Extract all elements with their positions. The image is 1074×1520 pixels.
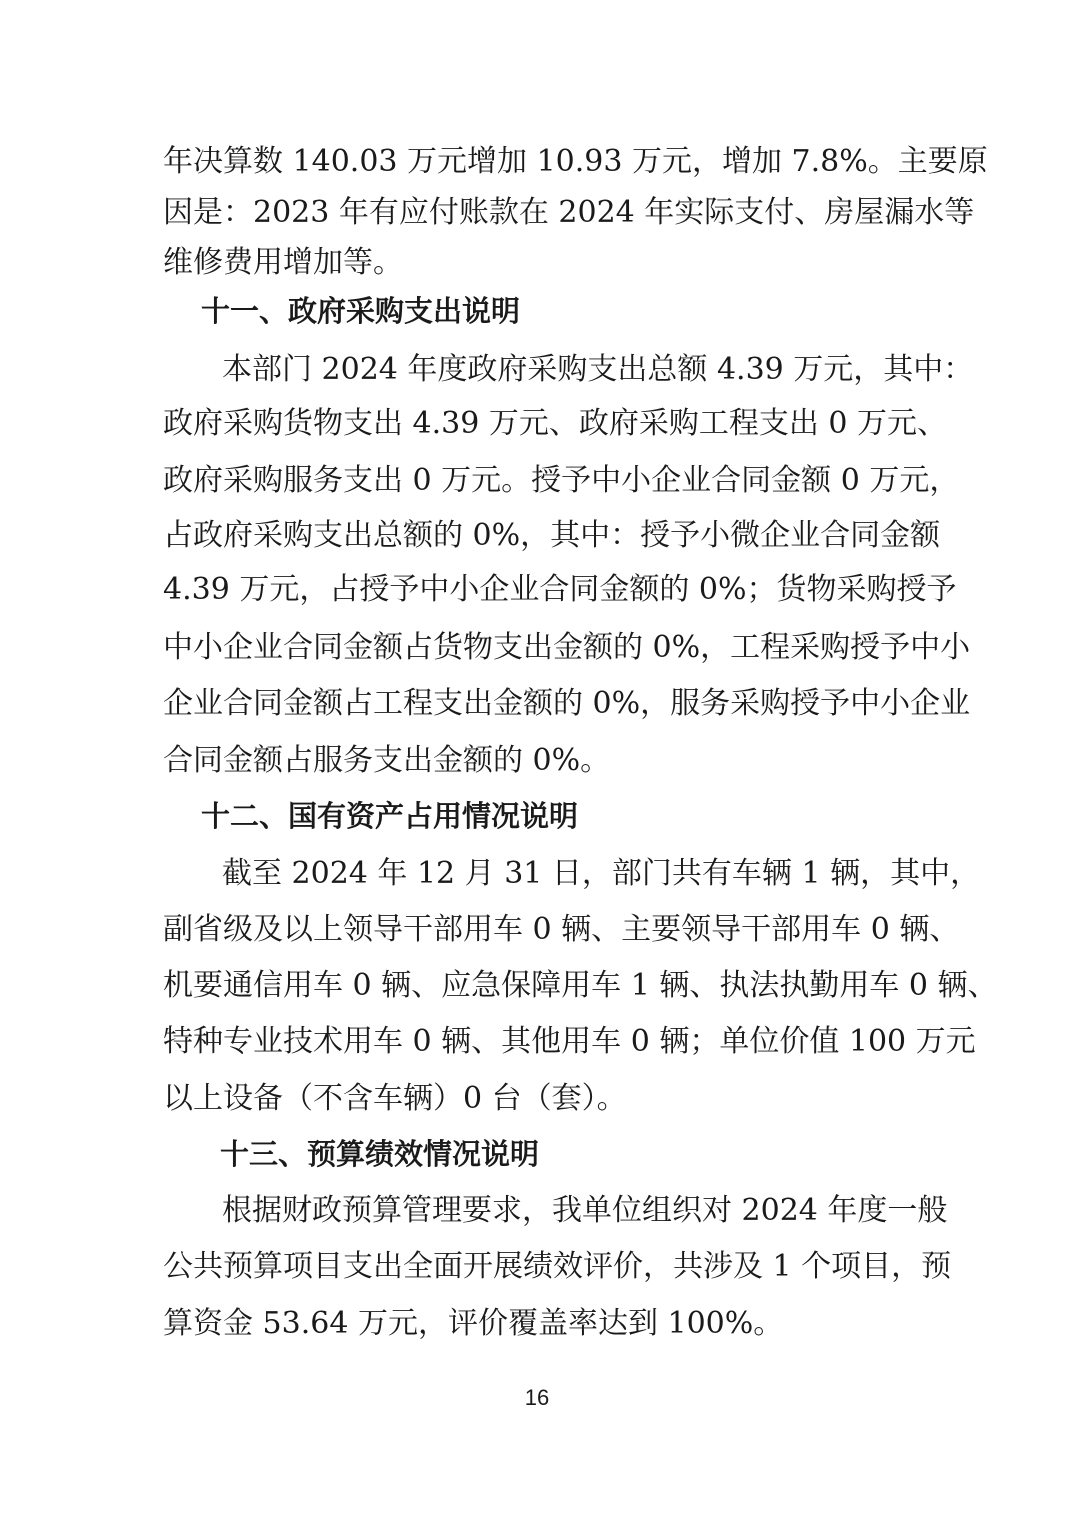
- paragraph-line: 因是：2023 年有应付账款在 2024 年实际支付、房屋漏水等: [163, 195, 975, 230]
- section-heading-procurement: 十一、政府采购支出说明: [201, 294, 521, 328]
- paragraph-line: 截至 2024 年 12 月 31 日，部门共有车辆 1 辆，其中，: [222, 856, 981, 891]
- paragraph-line: 政府采购货物支出 4.39 万元、政府采购工程支出 0 万元、: [163, 406, 948, 441]
- paragraph-line: 机要通信用车 0 辆、应急保障用车 1 辆、执法执勤用车 0 辆、: [163, 968, 998, 1003]
- paragraph-line: 政府采购服务支出 0 万元。授予中小企业合同金额 0 万元，: [163, 463, 960, 498]
- paragraph-line: 特种专业技术用车 0 辆、其他用车 0 辆；单位价值 100 万元: [163, 1024, 976, 1059]
- section-heading-state-assets: 十二、国有资产占用情况说明: [201, 799, 579, 833]
- paragraph-line: 企业合同金额占工程支出金额的 0%，服务采购授予中小企业: [163, 686, 971, 721]
- page-number: 16: [524, 1385, 550, 1410]
- paragraph-line: 中小企业合同金额占货物支出金额的 0%，工程采购授予中小: [163, 630, 971, 665]
- paragraph-line: 合同金额占服务支出金额的 0%。: [163, 743, 611, 778]
- paragraph-line: 公共预算项目支出全面开展绩效评价，共涉及 1 个项目，预: [163, 1249, 952, 1284]
- section-heading-performance: 十三、预算绩效情况说明: [220, 1137, 540, 1171]
- paragraph-line: 以上设备（不含车辆）0 台（套）。: [163, 1081, 627, 1116]
- paragraph-line: 维修费用增加等。: [163, 245, 403, 280]
- paragraph-line: 占政府采购支出总额的 0%，其中：授予小微企业合同金额: [163, 518, 941, 553]
- paragraph-line: 副省级及以上领导干部用车 0 辆、主要领导干部用车 0 辆、: [163, 912, 960, 947]
- paragraph-line: 本部门 2024 年度政府采购支出总额 4.39 万元，其中：: [222, 352, 974, 387]
- paragraph-line: 算资金 53.64 万元，评价覆盖率达到 100%。: [163, 1306, 784, 1341]
- paragraph-line: 年决算数 140.03 万元增加 10.93 万元，增加 7.8%。主要原: [163, 144, 988, 179]
- paragraph-line: 根据财政预算管理要求，我单位组织对 2024 年度一般: [222, 1193, 948, 1228]
- paragraph-line: 4.39 万元，占授予中小企业合同金额的 0%；货物采购授予: [163, 572, 957, 607]
